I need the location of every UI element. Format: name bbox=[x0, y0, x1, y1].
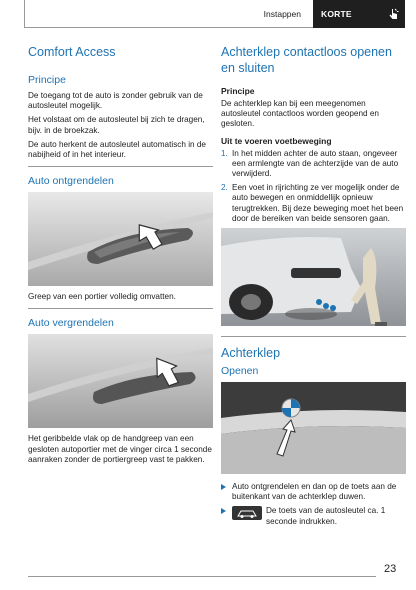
click-hand-icon bbox=[387, 8, 399, 20]
principe-heading: Principe bbox=[221, 86, 255, 96]
divider bbox=[221, 336, 406, 337]
footer-line bbox=[28, 576, 376, 577]
foot-movement-steps bbox=[221, 149, 406, 224]
principe-paragraph-3: De auto herkent de autosleutel automatisch in de nabijheid of in het interieur. bbox=[28, 139, 206, 160]
left-column bbox=[28, 44, 213, 469]
comfort-access-title: Comfort Access bbox=[28, 45, 116, 59]
principe-paragraph-2: Het volstaat om de autosleutel bij zich te dragen, bijv. in de broekzak. bbox=[28, 115, 205, 135]
play-triangle-icon bbox=[221, 484, 226, 490]
instruction-text: Auto ontgrendelen en dan op de toets aan de buitenkant van de achterklep duwen. bbox=[232, 482, 397, 502]
header-badge-label: KORTE INSTRUCTIE bbox=[321, 9, 374, 47]
unlock-caption: Greep van een portier volledig omvatten. bbox=[28, 292, 176, 302]
unlock-heading: Auto ontgrendelen bbox=[28, 175, 114, 188]
instruction-text: De toets van de autosleutel ca. 1 seconde indrukken. bbox=[266, 506, 386, 526]
tailgate-button-photo bbox=[221, 382, 406, 474]
unlock-tailgate-instruction bbox=[221, 482, 406, 502]
header-section: Instappen bbox=[263, 9, 301, 19]
step-number: 1. bbox=[221, 148, 228, 158]
tailgate-key-icon bbox=[232, 506, 262, 520]
door-handle-grip-photo bbox=[28, 192, 213, 286]
right-column bbox=[221, 44, 406, 531]
page-header bbox=[24, 0, 404, 47]
open-heading: Openen bbox=[221, 365, 259, 378]
foot-movement-heading: Uit te voeren voetbeweging bbox=[221, 135, 332, 146]
principe-heading: Principe bbox=[28, 74, 66, 86]
car-rear-kick-photo bbox=[221, 228, 406, 326]
lock-caption: Het geribbelde vlak op de handgreep van een gesloten autoportier met de vinger circa 1 seconde aanraken zonder de portiergreep vast te pakken. bbox=[28, 434, 212, 464]
list-item bbox=[221, 183, 406, 224]
step-text: Een voet in rijrichting ze ver mogelijk onder de auto bewegen en onmiddellijk opnieuw terugtrekken. Bij deze beweging moet het been door de bereiken van beide sensoren gaan. bbox=[232, 183, 404, 223]
list-item bbox=[221, 149, 406, 180]
step-number: 2. bbox=[221, 183, 228, 193]
tailgate-title: Achterklep bbox=[221, 346, 281, 361]
divider bbox=[28, 166, 213, 167]
door-handle-touch-photo bbox=[28, 334, 213, 428]
page-number: 23 bbox=[384, 563, 397, 575]
principe-paragraph-1: De toegang tot de auto is zonder gebruik van de autosleutel mogelijk. bbox=[28, 91, 203, 111]
key-button-instruction bbox=[221, 506, 406, 526]
header-badge bbox=[313, 0, 405, 47]
step-text: In het midden achter de auto staan, ongeveer een armlengte van de achterzijde van de auto verwijderd. bbox=[232, 148, 399, 179]
divider bbox=[28, 308, 213, 309]
tailgate-principe-paragraph: De achterklep kan bij een meegenomen autosleutel contactloos worden geopend en gesloten. bbox=[221, 99, 379, 129]
lock-heading: Auto vergrendelen bbox=[28, 317, 114, 330]
tailgate-contactless-title: Achterklep contactloos openen en sluiten bbox=[221, 45, 392, 75]
play-triangle-icon bbox=[221, 508, 226, 514]
